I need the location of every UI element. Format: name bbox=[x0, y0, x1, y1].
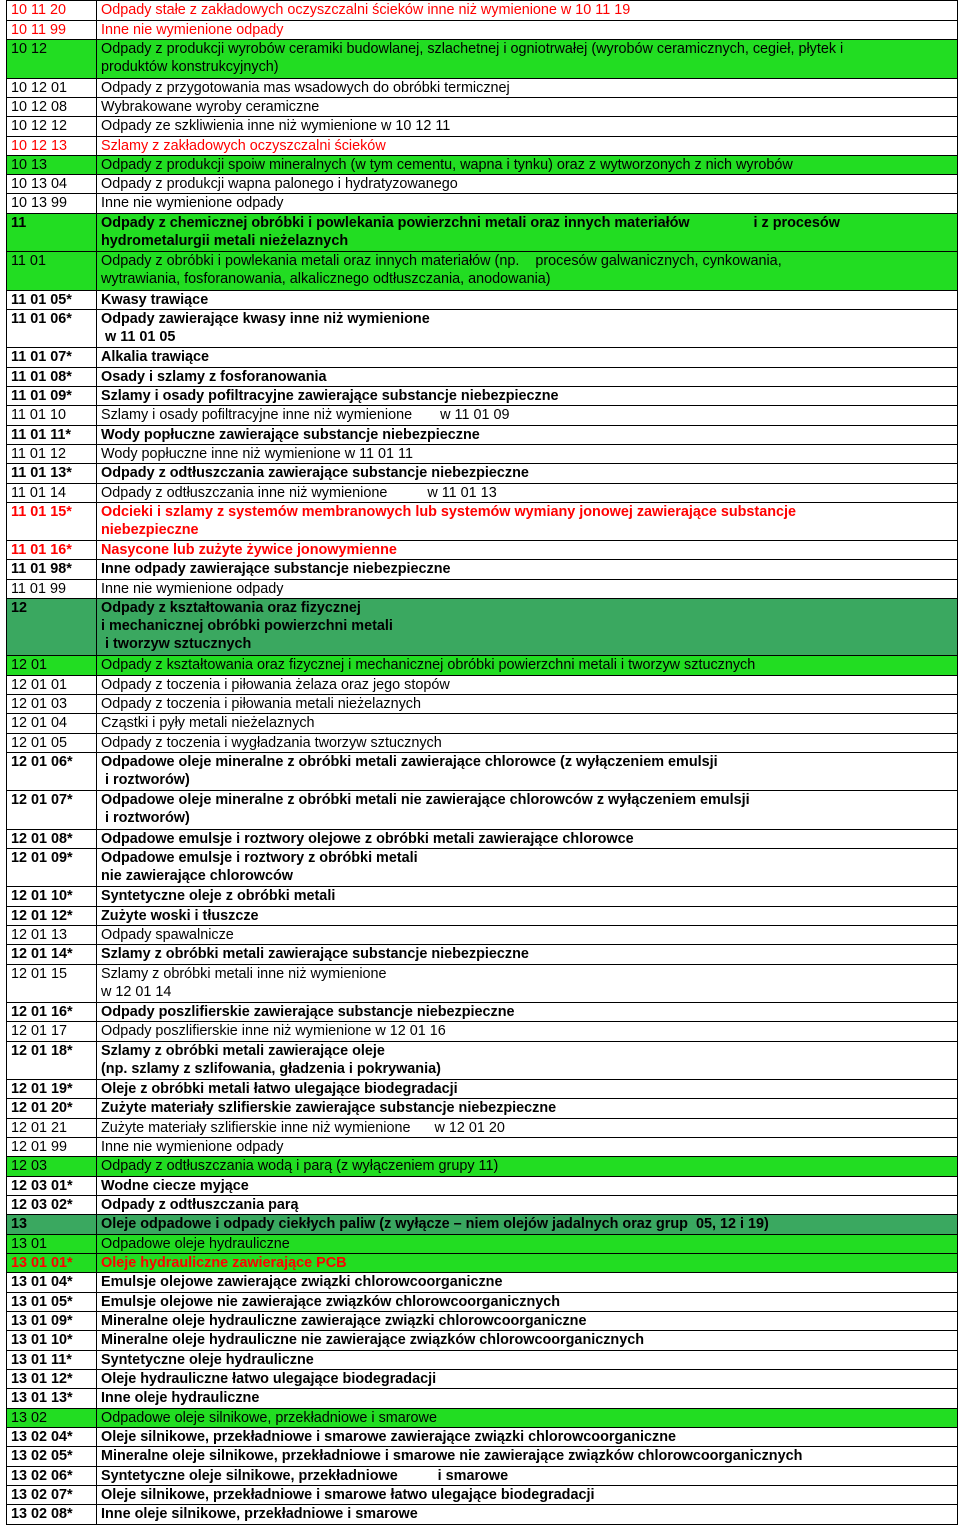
waste-code-cell: 11 01 16* bbox=[7, 541, 97, 560]
waste-description-cell: Odpady poszlifierskie inne niż wymienione w 12 01 16 bbox=[97, 1022, 958, 1042]
table-row bbox=[7, 1370, 958, 1389]
waste-description-cell: Odpady z toczenia i piłowania żelaza oraz jego stopów bbox=[97, 676, 958, 695]
table-row bbox=[7, 137, 958, 156]
table-row bbox=[7, 310, 958, 348]
table-row bbox=[7, 291, 958, 310]
waste-code-cell: 11 01 14 bbox=[7, 484, 97, 503]
waste-description-cell: Osady i szlamy z fosforanowania bbox=[97, 368, 958, 387]
table-row bbox=[7, 503, 958, 541]
waste-code-cell: 11 01 11* bbox=[7, 426, 97, 445]
waste-code-cell: 11 01 99 bbox=[7, 580, 97, 599]
waste-code-cell: 13 01 04* bbox=[7, 1273, 97, 1293]
waste-catalogue-table bbox=[6, 0, 958, 1525]
waste-code-cell: 13 02 04* bbox=[7, 1428, 97, 1447]
table-row bbox=[7, 734, 958, 753]
waste-code-cell: 12 01 07* bbox=[7, 791, 97, 830]
waste-description-cell: Odpady z odtłuszczania inne niż wymienione w 11 01 13 bbox=[97, 484, 958, 503]
waste-code-cell: 10 12 13 bbox=[7, 137, 97, 156]
waste-description-cell: Odpady z produkcji wyrobów ceramiki budowlanej, szlachetnej i ogniotrwałej (wyrobów ceramicznych, cegieł, płytek i produktów konstrukcyjnych) bbox=[97, 40, 958, 79]
waste-description-cell: Oleje z obróbki metali łatwo ulegające biodegradacji bbox=[97, 1080, 958, 1099]
waste-description-cell: Cząstki i pyły metali nieżelaznych bbox=[97, 714, 958, 734]
waste-code-cell: 12 01 16* bbox=[7, 1003, 97, 1022]
waste-code-cell: 12 bbox=[7, 599, 97, 656]
waste-description-cell: Odpady z toczenia i wygładzania tworzyw sztucznych bbox=[97, 734, 958, 753]
table-row bbox=[7, 484, 958, 503]
waste-code-cell: 11 01 bbox=[7, 252, 97, 291]
table-row bbox=[7, 406, 958, 426]
table-row bbox=[7, 445, 958, 464]
waste-description-cell: Odpadowe oleje hydrauliczne bbox=[97, 1235, 958, 1254]
table-row bbox=[7, 194, 958, 214]
table-row bbox=[7, 368, 958, 387]
waste-code-cell: 11 01 08* bbox=[7, 368, 97, 387]
waste-code-cell: 12 01 09* bbox=[7, 849, 97, 887]
table-row bbox=[7, 580, 958, 599]
waste-code-cell: 13 02 08* bbox=[7, 1505, 97, 1525]
waste-code-cell: 13 01 bbox=[7, 1235, 97, 1254]
waste-code-cell: 12 01 10* bbox=[7, 887, 97, 907]
waste-code-cell: 12 01 12* bbox=[7, 907, 97, 926]
waste-code-cell: 10 12 01 bbox=[7, 79, 97, 98]
table-row bbox=[7, 791, 958, 830]
waste-description-cell: Emulsje olejowe nie zawierające związków chlorowcoorganicznych bbox=[97, 1293, 958, 1312]
waste-table-body bbox=[7, 1, 958, 1525]
waste-code-cell: 11 01 15* bbox=[7, 503, 97, 541]
waste-description-cell: Odpady stałe z zakładowych oczyszczalni ścieków inne niż wymienione w 10 11 19 bbox=[97, 1, 958, 21]
table-row bbox=[7, 175, 958, 194]
table-row bbox=[7, 1003, 958, 1022]
table-row bbox=[7, 1119, 958, 1138]
table-row bbox=[7, 1409, 958, 1428]
waste-code-cell: 12 01 08* bbox=[7, 830, 97, 849]
table-row bbox=[7, 849, 958, 887]
waste-code-cell: 13 01 09* bbox=[7, 1312, 97, 1331]
table-row bbox=[7, 965, 958, 1003]
waste-code-cell: 12 01 14* bbox=[7, 945, 97, 965]
waste-description-cell: Odpady z przygotowania mas wsadowych do obróbki termicznej bbox=[97, 79, 958, 98]
waste-code-cell: 10 11 99 bbox=[7, 21, 97, 40]
waste-code-cell: 12 01 20* bbox=[7, 1099, 97, 1119]
waste-code-cell: 12 03 bbox=[7, 1157, 97, 1177]
table-row bbox=[7, 79, 958, 98]
table-row bbox=[7, 887, 958, 907]
waste-code-cell: 10 13 bbox=[7, 156, 97, 175]
table-row bbox=[7, 387, 958, 406]
waste-code-cell: 12 01 03 bbox=[7, 695, 97, 714]
waste-code-cell: 11 01 06* bbox=[7, 310, 97, 348]
table-row bbox=[7, 1273, 958, 1293]
waste-description-cell: Szlamy z zakładowych oczyszczalni ścieków bbox=[97, 137, 958, 156]
table-row bbox=[7, 1505, 958, 1525]
table-row bbox=[7, 1293, 958, 1312]
waste-description-cell: Syntetyczne oleje z obróbki metali bbox=[97, 887, 958, 907]
waste-description-cell: Inne oleje silnikowe, przekładniowe i smarowe bbox=[97, 1505, 958, 1525]
waste-code-cell: 11 01 13* bbox=[7, 464, 97, 484]
waste-description-cell: Zużyte materiały szlifierskie zawierające substancje niebezpieczne bbox=[97, 1099, 958, 1119]
waste-description-cell: Inne nie wymienione odpady bbox=[97, 21, 958, 40]
waste-code-cell: 11 bbox=[7, 214, 97, 252]
waste-description-cell: Odpady z chemicznej obróbki i powlekania powierzchni metali oraz innych materiałów i z procesów hydrometalurgii metali nieżelaznych bbox=[97, 214, 958, 252]
waste-code-cell: 12 01 17 bbox=[7, 1022, 97, 1042]
table-row bbox=[7, 907, 958, 926]
table-row bbox=[7, 599, 958, 656]
table-row bbox=[7, 695, 958, 714]
waste-description-cell: Odpady spawalnicze bbox=[97, 926, 958, 945]
table-row bbox=[7, 21, 958, 40]
table-row bbox=[7, 252, 958, 291]
waste-code-cell: 11 01 09* bbox=[7, 387, 97, 406]
table-row bbox=[7, 714, 958, 734]
table-row bbox=[7, 1486, 958, 1505]
waste-code-cell: 12 03 01* bbox=[7, 1177, 97, 1196]
waste-description-cell: Mineralne oleje hydrauliczne nie zawierające związków chlorowcoorganicznych bbox=[97, 1331, 958, 1351]
waste-code-cell: 13 01 05* bbox=[7, 1293, 97, 1312]
waste-description-cell: Mineralne oleje hydrauliczne zawierające związki chlorowcoorganiczne bbox=[97, 1312, 958, 1331]
waste-description-cell: Odpady ze szkliwienia inne niż wymienione w 10 12 11 bbox=[97, 117, 958, 137]
table-row bbox=[7, 348, 958, 368]
table-row bbox=[7, 1254, 958, 1273]
waste-code-cell: 12 01 15 bbox=[7, 965, 97, 1003]
waste-description-cell: Odpady z kształtowania oraz fizycznej i mechanicznej obróbki powierzchni metali i tworzyw sztucznych bbox=[97, 656, 958, 676]
table-row bbox=[7, 117, 958, 137]
waste-description-cell: Oleje odpadowe i odpady ciekłych paliw (z wyłącze – niem olejów jadalnych oraz grup 05, 12 i 19) bbox=[97, 1215, 958, 1235]
table-row bbox=[7, 1138, 958, 1157]
table-row bbox=[7, 464, 958, 484]
table-row bbox=[7, 1312, 958, 1331]
waste-code-cell: 10 12 bbox=[7, 40, 97, 79]
waste-code-cell: 12 01 18* bbox=[7, 1042, 97, 1080]
table-row bbox=[7, 1196, 958, 1215]
table-row bbox=[7, 676, 958, 695]
waste-description-cell: Oleje silnikowe, przekładniowe i smarowe łatwo ulegające biodegradacji bbox=[97, 1486, 958, 1505]
waste-description-cell: Inne nie wymienione odpady bbox=[97, 1138, 958, 1157]
waste-description-cell: Odpady zawierające kwasy inne niż wymienione w 11 01 05 bbox=[97, 310, 958, 348]
waste-code-cell: 10 12 08 bbox=[7, 98, 97, 117]
waste-description-cell: Odpady z kształtowania oraz fizycznej i mechanicznej obróbki powierzchni metali i tworzyw sztucznych bbox=[97, 599, 958, 656]
waste-description-cell: Odpady z odtłuszczania wodą i parą (z wyłączeniem grupy 11) bbox=[97, 1157, 958, 1177]
waste-code-cell: 12 03 02* bbox=[7, 1196, 97, 1215]
waste-description-cell: Odpady z odtłuszczania zawierające substancje niebezpieczne bbox=[97, 464, 958, 484]
waste-code-cell: 11 01 05* bbox=[7, 291, 97, 310]
waste-description-cell: Odpadowe emulsje i roztwory olejowe z obróbki metali zawierające chlorowce bbox=[97, 830, 958, 849]
waste-description-cell: Syntetyczne oleje hydrauliczne bbox=[97, 1351, 958, 1370]
waste-code-cell: 12 01 01 bbox=[7, 676, 97, 695]
waste-code-cell: 13 02 06* bbox=[7, 1467, 97, 1486]
waste-description-cell: Odpady z obróbki i powlekania metali oraz innych materiałów (np. procesów galwanicznych, cynkowania, wytrawiania, fosforanowania, alkalicznego odtłuszczania, anodowania) bbox=[97, 252, 958, 291]
table-row bbox=[7, 1331, 958, 1351]
waste-code-cell: 10 11 20 bbox=[7, 1, 97, 21]
waste-description-cell: Odpadowe oleje mineralne z obróbki metali zawierające chlorowce (z wyłączeniem emulsji i roztworów) bbox=[97, 753, 958, 791]
waste-description-cell: Wody popłuczne inne niż wymienione w 11 01 11 bbox=[97, 445, 958, 464]
waste-description-cell: Odpadowe oleje mineralne z obróbki metali nie zawierające chlorowców z wyłączeniem emulsji i roztworów) bbox=[97, 791, 958, 830]
table-row bbox=[7, 1389, 958, 1409]
table-row bbox=[7, 1157, 958, 1177]
waste-code-cell: 11 01 10 bbox=[7, 406, 97, 426]
waste-code-cell: 10 13 99 bbox=[7, 194, 97, 214]
waste-code-cell: 13 01 13* bbox=[7, 1389, 97, 1409]
waste-code-cell: 10 12 12 bbox=[7, 117, 97, 137]
waste-description-cell: Inne oleje hydrauliczne bbox=[97, 1389, 958, 1409]
waste-description-cell: Inne odpady zawierające substancje niebezpieczne bbox=[97, 560, 958, 580]
waste-code-cell: 12 01 06* bbox=[7, 753, 97, 791]
waste-description-cell: Odpady poszlifierskie zawierające substancje niebezpieczne bbox=[97, 1003, 958, 1022]
waste-code-cell: 13 02 bbox=[7, 1409, 97, 1428]
table-row bbox=[7, 1447, 958, 1467]
table-row bbox=[7, 1099, 958, 1119]
table-row bbox=[7, 1177, 958, 1196]
table-row bbox=[7, 426, 958, 445]
waste-description-cell: Odpady z produkcji wapna palonego i hydratyzowanego bbox=[97, 175, 958, 194]
waste-description-cell: Nasycone lub zużyte żywice jonowymienne bbox=[97, 541, 958, 560]
waste-description-cell: Odpadowe emulsje i roztwory z obróbki metali nie zawierające chlorowców bbox=[97, 849, 958, 887]
waste-code-cell: 12 01 bbox=[7, 656, 97, 676]
table-row bbox=[7, 98, 958, 117]
waste-description-cell: Syntetyczne oleje silnikowe, przekładniowe i smarowe bbox=[97, 1467, 958, 1486]
waste-code-cell: 11 01 07* bbox=[7, 348, 97, 368]
waste-code-cell: 12 01 13 bbox=[7, 926, 97, 945]
table-row bbox=[7, 1235, 958, 1254]
table-row bbox=[7, 656, 958, 676]
table-row bbox=[7, 1467, 958, 1486]
waste-description-cell: Kwasy trawiące bbox=[97, 291, 958, 310]
waste-code-cell: 13 02 07* bbox=[7, 1486, 97, 1505]
table-row bbox=[7, 1042, 958, 1080]
waste-description-cell: Odcieki i szlamy z systemów membranowych lub systemów wymiany jonowej zawierające substancje niebezpieczne bbox=[97, 503, 958, 541]
waste-code-cell: 13 bbox=[7, 1215, 97, 1235]
table-row bbox=[7, 214, 958, 252]
waste-description-cell: Oleje silnikowe, przekładniowe i smarowe zawierające związki chlorowcoorganiczne bbox=[97, 1428, 958, 1447]
waste-description-cell: Wody popłuczne zawierające substancje niebezpieczne bbox=[97, 426, 958, 445]
waste-code-cell: 12 01 99 bbox=[7, 1138, 97, 1157]
table-row bbox=[7, 560, 958, 580]
waste-description-cell: Alkalia trawiące bbox=[97, 348, 958, 368]
table-row bbox=[7, 1215, 958, 1235]
waste-description-cell: Wybrakowane wyroby ceramiczne bbox=[97, 98, 958, 117]
waste-code-cell: 12 01 21 bbox=[7, 1119, 97, 1138]
waste-code-cell: 11 01 98* bbox=[7, 560, 97, 580]
waste-code-cell: 12 01 19* bbox=[7, 1080, 97, 1099]
waste-code-cell: 13 01 12* bbox=[7, 1370, 97, 1389]
waste-code-cell: 13 02 05* bbox=[7, 1447, 97, 1467]
table-row bbox=[7, 830, 958, 849]
waste-description-cell: Mineralne oleje silnikowe, przekładniowe i smarowe nie zawierające związków chlorowcoorganicznych bbox=[97, 1447, 958, 1467]
waste-description-cell: Szlamy z obróbki metali zawierające oleje (np. szlamy z szlifowania, gładzenia i pokrywania) bbox=[97, 1042, 958, 1080]
waste-description-cell: Szlamy i osady pofiltracyjne inne niż wymienione w 11 01 09 bbox=[97, 406, 958, 426]
waste-description-cell: Zużyte materiały szlifierskie inne niż wymienione w 12 01 20 bbox=[97, 1119, 958, 1138]
waste-code-cell: 12 01 05 bbox=[7, 734, 97, 753]
waste-code-cell: 13 01 01* bbox=[7, 1254, 97, 1273]
waste-code-cell: 10 13 04 bbox=[7, 175, 97, 194]
table-row bbox=[7, 1080, 958, 1099]
waste-description-cell: Odpadowe oleje silnikowe, przekładniowe i smarowe bbox=[97, 1409, 958, 1428]
waste-description-cell: Odpady z produkcji spoiw mineralnych (w tym cementu, wapna i tynku) oraz z wytworzonych z nich wyrobów bbox=[97, 156, 958, 175]
waste-code-cell: 13 01 10* bbox=[7, 1331, 97, 1351]
waste-code-cell: 11 01 12 bbox=[7, 445, 97, 464]
waste-description-cell: Szlamy z obróbki metali inne niż wymienione w 12 01 14 bbox=[97, 965, 958, 1003]
waste-description-cell: Odpady z odtłuszczania parą bbox=[97, 1196, 958, 1215]
waste-description-cell: Inne nie wymienione odpady bbox=[97, 194, 958, 214]
table-row bbox=[7, 1428, 958, 1447]
waste-description-cell: Wodne ciecze myjące bbox=[97, 1177, 958, 1196]
waste-code-cell: 12 01 04 bbox=[7, 714, 97, 734]
waste-description-cell: Szlamy z obróbki metali zawierające substancje niebezpieczne bbox=[97, 945, 958, 965]
table-row bbox=[7, 156, 958, 175]
table-row bbox=[7, 945, 958, 965]
waste-description-cell: Inne nie wymienione odpady bbox=[97, 580, 958, 599]
table-row bbox=[7, 1351, 958, 1370]
waste-description-cell: Oleje hydrauliczne łatwo ulegające biodegradacji bbox=[97, 1370, 958, 1389]
waste-description-cell: Emulsje olejowe zawierające związki chlorowcoorganiczne bbox=[97, 1273, 958, 1293]
waste-description-cell: Oleje hydrauliczne zawierające PCB bbox=[97, 1254, 958, 1273]
table-row bbox=[7, 1, 958, 21]
waste-description-cell: Odpady z toczenia i piłowania metali nieżelaznych bbox=[97, 695, 958, 714]
table-row bbox=[7, 926, 958, 945]
waste-description-cell: Zużyte woski i tłuszcze bbox=[97, 907, 958, 926]
table-row bbox=[7, 753, 958, 791]
table-row bbox=[7, 40, 958, 79]
waste-description-cell: Szlamy i osady pofiltracyjne zawierające substancje niebezpieczne bbox=[97, 387, 958, 406]
table-row bbox=[7, 1022, 958, 1042]
table-row bbox=[7, 541, 958, 560]
waste-code-cell: 13 01 11* bbox=[7, 1351, 97, 1370]
